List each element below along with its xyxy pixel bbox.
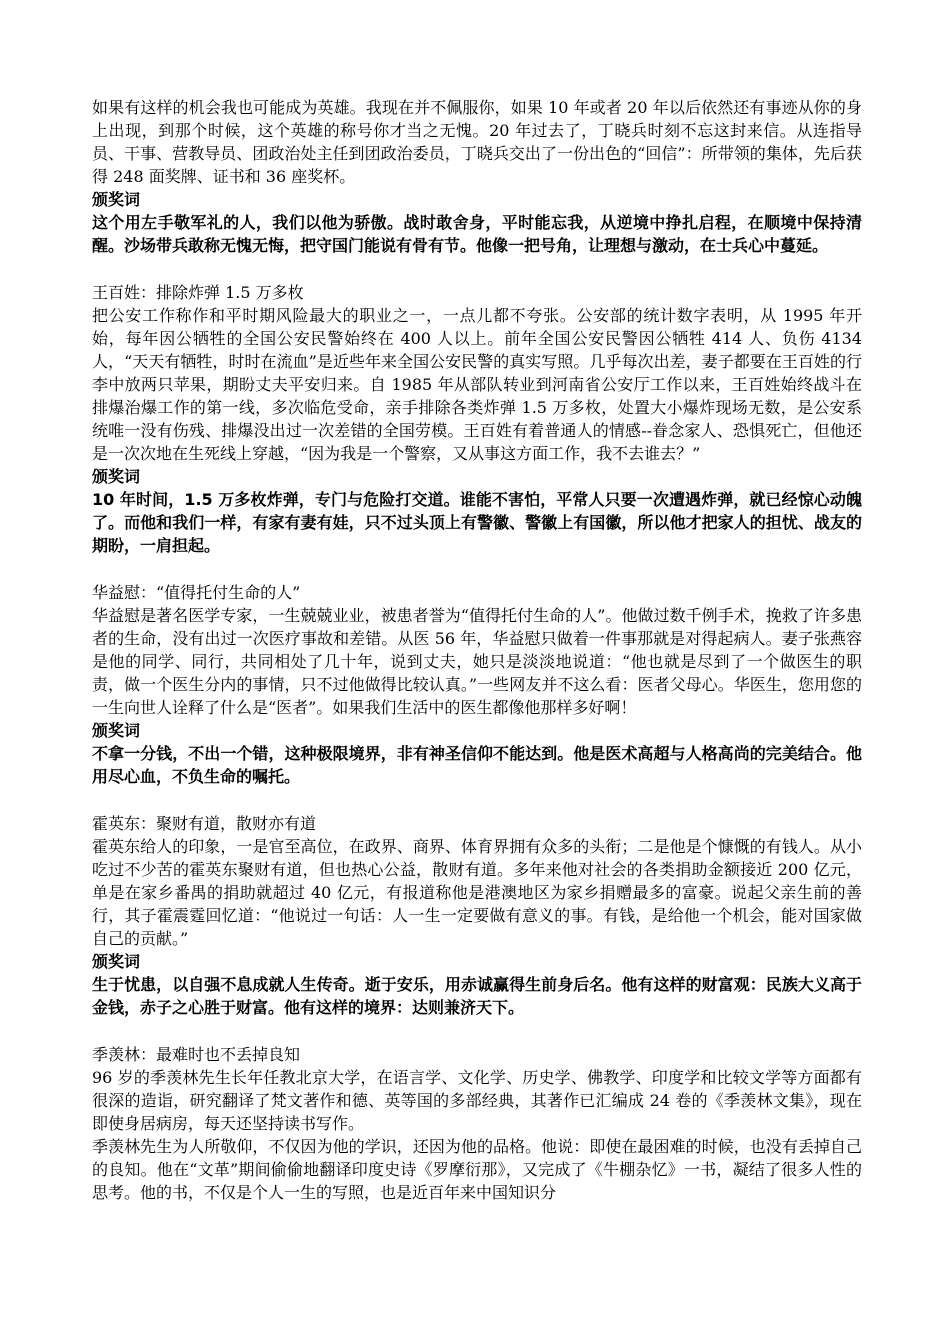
award-label: 颁奖词 bbox=[92, 721, 141, 740]
body-paragraph: 把公安工作称作和平时期风险最大的职业之一，一点儿都不夸张。公安部的统计数字表明，从 1995 年开始，每年因公牺牲的全国公安民警始终在 400 人以上。前年全国公安民警因公牺牲 414 人、负伤 4134 人，“天天有牺牲，时时在流血”是近些年来全国公安民警的真实写照。几乎每次出差，妻子都要在王百姓的行李中放两只苹果，期盼丈夫平安归来。自 1985 年从部队转业到河南省公安厅工作以来，王百姓始终战斗在排爆治爆工作的第一线，多次临危受命，亲手排除各类炸弹 1.5 万多枚，处置大小爆炸现场无数，是公安系统唯一没有伤残、排爆没出过一次差错的全国劳模。王百姓有着普通人的情感--眷念家人、恐惧死亡，但他还是一次次地在生死线上穿越，“因为我是一个警察，又从事这方面工作，我不去谁去？” bbox=[92, 306, 862, 463]
section-gap bbox=[92, 788, 862, 812]
award-label: 颁奖词 bbox=[92, 952, 141, 971]
section-huo bbox=[92, 812, 862, 1019]
award-text: 生于忧患，以自强不息成就人生传奇。逝于安乐，用赤诚赢得生前身后名。他有这样的财富观：民族大义高于金钱，赤子之心胜于财富。他有这样的境界：达则兼济天下。 bbox=[92, 975, 862, 1017]
section-heading: 季羡林：最难时也不丢掉良知 bbox=[92, 1045, 301, 1064]
section-gap bbox=[92, 1019, 862, 1043]
award-text: 不拿一分钱，不出一个错，这种极限境界，非有神圣信仰不能达到。他是医术高超与人格高尚的完美结合。他用尽心血，不负生命的嘱托。 bbox=[92, 744, 862, 786]
award-label: 颁奖词 bbox=[92, 467, 141, 486]
award-text: 这个用左手敬军礼的人，我们以他为骄傲。战时敢舍身，平时能忘我，从逆境中挣扎启程，在顺境中保持清醒。沙场带兵敢称无愧无悔，把守国门能说有骨有节。他像一把号角，让理想与激动，在士兵心中蔓延。 bbox=[92, 213, 862, 255]
award-label: 颁奖词 bbox=[92, 190, 141, 209]
section-ji bbox=[92, 1043, 862, 1204]
body-paragraph: 华益慰是著名医学专家，一生兢兢业业，被患者誉为“值得托付生命的人”。他做过数千例手术，挽救了许多患者的生命，没有出过一次医疗事故和差错。从医 56 年，华益慰只做着一件事那就是对得起病人。妻子张燕容是他的同学、同行，共同相处了几十年，说到丈夫，她只是淡淡地说道：“他也就是尽到了一个做医生的职责，做一个医生分内的事情，只不过他做得比较认真。”一些网友并不这么看：医者父母心。华医生，您用您的一生向世人诠释了什么是“医者”。如果我们生活中的医生都像他那样多好啊！ bbox=[92, 606, 862, 717]
body-paragraph: 96 岁的季羡林先生长年任教北京大学，在语言学、文化学、历史学、佛教学、印度学和比较文学等方面都有很深的造诣，研究翻译了梵文著作和德、英等国的多部经典，其著作已汇编成 24 卷的《季羡林文集》，现在即使身居病房，每天还坚持读书写作。 bbox=[92, 1068, 862, 1133]
section-heading: 华益慰：“值得托付生命的人” bbox=[92, 583, 301, 602]
body-paragraph: 季羡林先生为人所敬仰，不仅因为他的学识，还因为他的品格。他说：即使在最困难的时候，也没有丢掉自己的良知。他在“文革”期间偷偷地翻译印度史诗《罗摩衍那》，又完成了《牛棚杂忆》一书，凝结了很多人性的思考。他的书，不仅是个人一生的写照，也是近百年来中国知识分 bbox=[92, 1137, 862, 1202]
body-paragraph: 如果有这样的机会我也可能成为英雄。我现在并不佩服你，如果 10 年或者 20 年以后依然还有事迹从你的身上出现，到那个时候，这个英雄的称号你才当之无愧。20 年过去了，丁晓兵时刻不忘这封来信。从连指导员、干事、营教导员、团政治处主任到团政治委员，丁晓兵交出了一份出色的“回信”：所带领的集体，先后获得 248 面奖牌、证书和 36 座奖杯。 bbox=[92, 98, 862, 186]
section-ding bbox=[92, 96, 862, 257]
section-heading: 王百姓：排除炸弹 1.5 万多枚 bbox=[92, 283, 304, 302]
section-wang bbox=[92, 281, 862, 557]
award-text: 10 年时间，1.5 万多枚炸弹，专门与危险打交道。谁能不害怕，平常人只要一次遭遇炸弹，就已经惊心动魄了。而他和我们一样，有家有妻有娃，只不过头顶上有警徽、警徽上有国徽，所以他才把家人的担忧、战友的期盼，一肩担起。 bbox=[92, 490, 862, 555]
section-heading: 霍英东：聚财有道，散财亦有道 bbox=[92, 814, 317, 833]
section-gap bbox=[92, 257, 862, 281]
body-paragraph: 霍英东给人的印象，一是官至高位，在政界、商界、体育界拥有众多的头衔；二是他是个慷慨的有钱人。从小吃过不少苦的霍英东聚财有道，但也热心公益，散财有道。多年来他对社会的各类捐助金额接近 200 亿元，单是在家乡番禺的捐助就超过 40 亿元，有报道称他是港澳地区为家乡捐赠最多的富豪。说起父亲生前的善行，其子霍震霆回忆道：“他说过一句话：人一生一定要做有意义的事。有钱，是给他一个机会，能对国家做自己的贡献。” bbox=[92, 837, 862, 948]
section-gap bbox=[92, 557, 862, 581]
section-hua bbox=[92, 581, 862, 788]
